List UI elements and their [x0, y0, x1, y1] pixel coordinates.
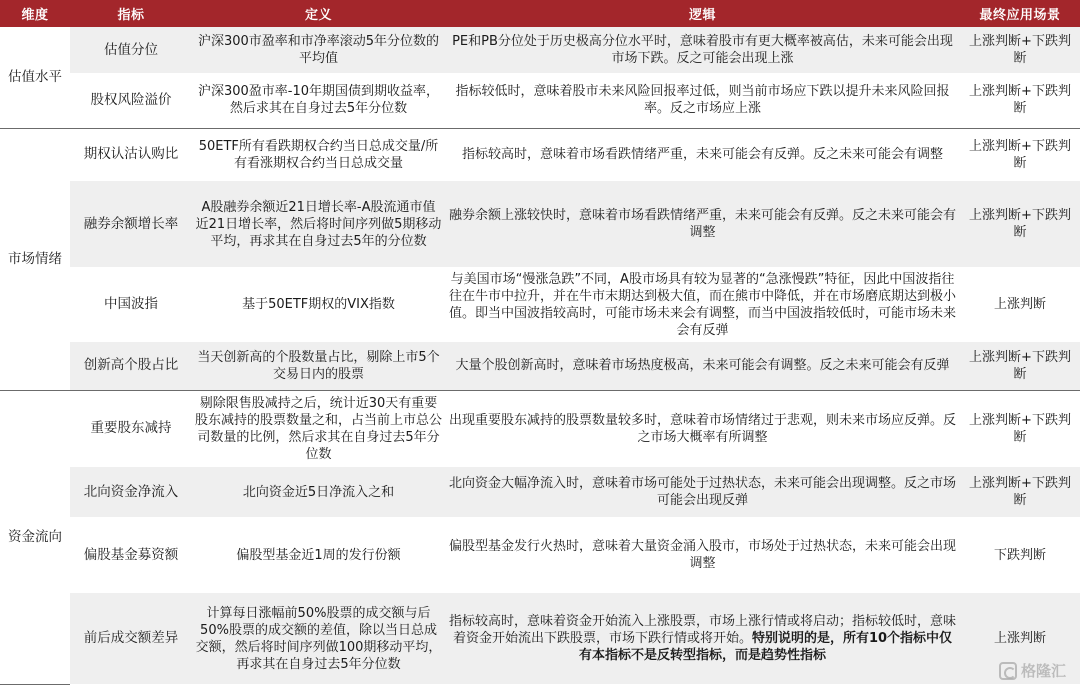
usage-cell: 上涨判断+下跌判断	[960, 73, 1080, 128]
indicator-cell: 偏股基金募资额	[83, 546, 179, 563]
definition-cell: 北向资金近5日净流入之和	[192, 467, 445, 517]
logic-cell: 大量个股创新高时，意味着市场热度极高，未来可能会有调整。反之未来可能会有反弹	[445, 342, 960, 390]
usage-cell: 上涨判断+下跌判断	[960, 181, 1080, 267]
dimension-cell: 估值水平	[0, 27, 70, 128]
table-header-row	[0, 0, 1080, 27]
dimension-cell: 资金流向	[0, 390, 70, 684]
usage-cell: 下跌判断	[993, 547, 1046, 563]
indicator-cell: 创新高个股占比	[70, 342, 192, 390]
dimension-cell: 市场情绪	[0, 128, 70, 390]
watermark	[999, 660, 1066, 681]
table-row	[0, 467, 1080, 517]
logic-cell: 指标较低时，意味着股市未来风险回报率过低，则当前市场应下跌以提升未来风险回报率。反之市场应上涨	[445, 73, 960, 128]
logic-cell: 出现重要股东减持的股票数量较多时，意味着市场情绪过于悲观，则未来市场应反弹。反之市场大概率有所调整	[448, 412, 956, 445]
table-row	[0, 267, 1080, 342]
gelonghui-logo-icon	[999, 662, 1017, 680]
indicator-cell: 融券余额增长率	[70, 181, 192, 267]
logic-cell: 融券余额上涨较快时，意味着市场看跌情绪严重，未来可能会有反弹。反之未来可能会有调整	[445, 181, 960, 267]
definition-cell: 偏股型基金近1周的发行份额	[236, 547, 401, 563]
logic-cell: 与美国市场“慢涨急跌”不同，A股市场具有较为显著的“急涨慢跌”特征，因此中国波指往往在牛市中拉升，并在牛市末期达到极大值，而在熊市中降低，并在市场磨底期达到极小值。即当中国波指较高时，可能市场未来会有调整，而当中国波指较低时，可能市场未来会有反弹	[448, 271, 956, 338]
header-definition: 定义	[192, 0, 445, 27]
indicator-cell: 北向资金净流入	[70, 467, 192, 517]
watermark-text: 格隆汇	[1020, 662, 1066, 680]
usage-cell: 上涨判断+下跌判断	[969, 412, 1071, 445]
indicator-cell: 重要股东减持	[90, 420, 172, 437]
usage-cell: 上涨判断	[960, 593, 1080, 684]
table-row	[0, 517, 1080, 593]
usage-cell: 上涨判断+下跌判断	[960, 27, 1080, 73]
definition-cell: 沪深300市盈率和市净率滚动5年分位数的平均值	[192, 27, 445, 73]
logic-cell	[445, 593, 960, 684]
definition-cell: 50ETF所有看跌期权合约当日总成交量/所有看涨期权合约当日总成交量	[198, 138, 439, 171]
table-row	[0, 342, 1080, 390]
logic-cell: PE和PB分位处于历史极高分位水平时，意味着股市有更大概率被高估，未来可能会出现市场下跌。反之可能会出现上涨	[445, 27, 960, 73]
definition-cell: 计算每日涨幅前50%股票的成交额与后50%股票的成交额的差值，除以当日总成交额，然后将时间序列做100期移动平均，再求其在自身过去5年分位数	[192, 593, 445, 684]
table-row	[0, 181, 1080, 267]
table-row	[0, 27, 1080, 73]
table-row	[0, 128, 1080, 181]
indicator-cell: 期权认沽认购比	[83, 146, 179, 163]
indicator-cell: 前后成交额差异	[70, 593, 192, 684]
definition-cell: 沪深300盈市率-10年期国债到期收益率，然后求其在自身过去5年分位数	[192, 73, 445, 128]
definition-cell: 基于50ETF期权的VIX指数	[242, 297, 395, 312]
header-dimension: 维度	[0, 0, 70, 27]
indicator-cell: 中国波指	[104, 296, 158, 312]
logic-cell: 指标较高时，意味着市场看跌情绪严重，未来可能会有反弹。反之未来可能会有调整	[461, 147, 943, 163]
header-logic: 逻辑	[445, 0, 960, 27]
header-usage: 最终应用场景	[960, 0, 1080, 27]
header-indicator: 指标	[70, 0, 192, 27]
table-row	[0, 73, 1080, 128]
table-row	[0, 593, 1080, 684]
definition-cell: 当天创新高的个股数量占比，剔除上市5个交易日内的股票	[192, 342, 445, 390]
definition-cell: A股融券余额近21日增长率-A股流通市值近21日增长率，然后将时间序列做5期移动平均，再求其在自身过去5年的分位数	[192, 181, 445, 267]
logic-note-bold: 特别说明的是，所有10个指标中仅有本指标不是反转型指标，而是趋势性指标	[578, 631, 953, 663]
definition-cell: 剔除限售股减持之后，统计近30天有重要股东减持的股票数量之和，占当前上市总公司数量的比例，然后求其在自身过去5年分位数	[195, 395, 443, 462]
indicator-cell: 股权风险溢价	[70, 73, 192, 128]
usage-cell: 上涨判断+下跌判断	[960, 342, 1080, 390]
indicator-cell: 估值分位	[70, 27, 192, 73]
usage-cell: 上涨判断+下跌判断	[960, 467, 1080, 517]
table-row	[0, 390, 1080, 467]
logic-cell: 偏股型基金发行火热时，意味着大量资金涌入股市，市场处于过热状态，未来可能会出现调整	[448, 539, 956, 571]
logic-cell: 北向资金大幅净流入时，意味着市场可能处于过热状态，未来可能会出现调整。反之市场可能会出现反弹	[445, 467, 960, 517]
usage-cell: 上涨判断	[993, 297, 1046, 312]
logic-text: 指标较高时，意味着资金开始流入上涨股票，市场上涨行情或将启动；指标较低时，意味着资金开始流出下跌股票，市场下跌行情或将开始。	[448, 614, 956, 646]
usage-cell: 上涨判断+下跌判断	[969, 138, 1071, 171]
